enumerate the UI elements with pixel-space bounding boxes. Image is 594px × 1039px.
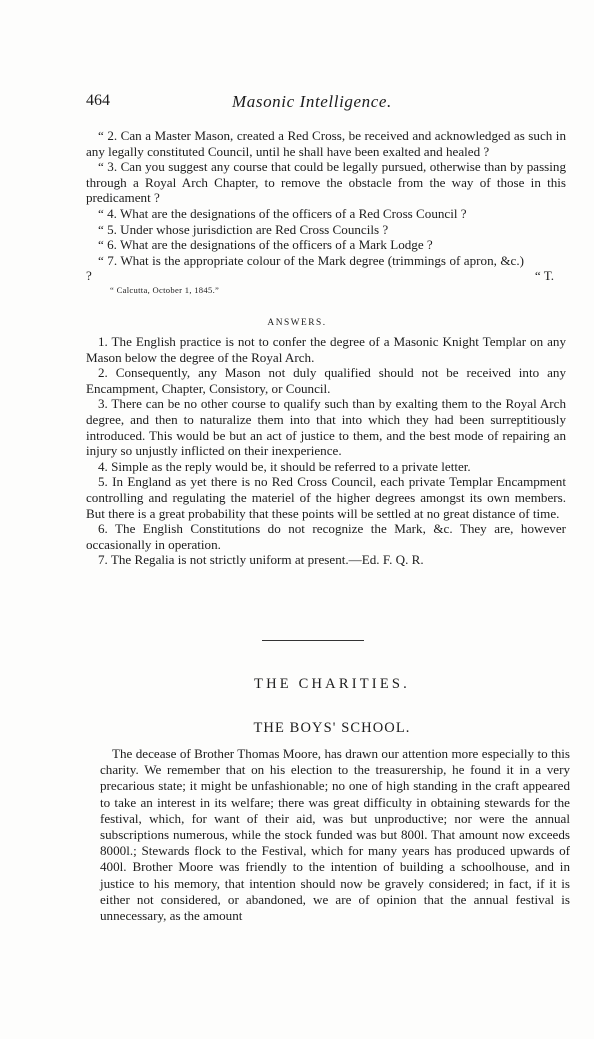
answer-4: 4. Simple as the reply would be, it should be referred to a private letter. — [98, 458, 471, 474]
answer-2: 2. Consequently, any Mason not duly qualified should not be received into any Encampment, Chapter, Consistory, or Council. — [86, 365, 566, 396]
answer-7: 7. The Regalia is not strictly uniform at present.—Ed. F. Q. R. — [98, 552, 424, 568]
question-6: “ 6. What are the designations of the officers of a Mark Lodge ? — [98, 237, 433, 253]
answer-6: 6. The English Constitutions do not recognize the Mark, &c. They are, however occasionally in operation. — [86, 521, 566, 552]
sub-heading-boys-school: THE BOYS' SCHOOL. — [253, 720, 411, 736]
question-2: “ 2. Can a Master Mason, created a Red Cross, be received and acknowledged as such in any legally constituted Council, until he shall have been exalted and healed ? — [86, 128, 566, 159]
editorial-answers — [86, 334, 566, 568]
boys-school-paragraph: The decease of Brother Thomas Moore, has drawn our attention more especially to this charity. We remember that on his election to the treasurership, he found it in a very precarious state; it might be unfashionable; no one of high standing in the craft appeared to take an interest in its welfare; there was great difficulty in obtaining stewards for the festival, which, for want of their aid, was but unproductive; nor were the annual subscriptions numerous, while the stock funded was but 800l. That amount now exceeds 8000l.; Stewards flock to the Festival, which for many years has produced upwards of 400l. Brother Moore was friendly to the intention of building a schoolhouse, and in justice to his memory, that intention should now be gravely considered; in fact, if it is either not considered, or abandoned, we are of opinion that the annual festival is unnecessary, as the amount — [100, 746, 570, 924]
answer-1: 1. The English practice is not to confer the degree of a Masonic Knight Templar on any Mason below the degree of the Royal Arch. — [86, 334, 566, 365]
running-title: Masonic Intelligence. — [232, 92, 392, 111]
correspondence-questions — [86, 128, 566, 296]
letter-signature: “ T. — [534, 268, 554, 284]
section-divider — [262, 640, 364, 641]
question-5: “ 5. Under whose jurisdiction are Red Cross Councils ? — [98, 221, 389, 237]
page-header — [86, 92, 556, 112]
boys-school-article — [100, 746, 570, 924]
question-7: “ 7. What is the appropriate colour of the Mark degree (trimmings of apron, &c.) ? — [86, 252, 524, 284]
question-3: “ 3. Can you suggest any course that could be legally pursued, otherwise than by passing through a Royal Arch Chapter, to remove the obstacle from the way of those in this predicament ? — [86, 159, 566, 206]
question-7-line — [86, 253, 566, 284]
answers-heading: ANSWERS. — [267, 318, 327, 328]
letter-dateline: “ Calcutta, October 1, 1845.” — [110, 284, 220, 295]
section-heading-charities: THE CHARITIES. — [254, 676, 410, 692]
question-4: “ 4. What are the designations of the officers of a Red Cross Council ? — [98, 205, 467, 221]
answer-3: 3. There can be no other course to qualify such than by exalting them to the Royal Arch degree, and then to naturalize them into that into which they had been surreptitiously introduced. This would be but an act of justice to them, and the best mode of repairing an injury so unjustly inflicted on their inexperience. — [86, 396, 566, 459]
answer-5: 5. In England as yet there is no Red Cross Council, each private Templar Encampment controlling and regulating the materiel of the higher degrees amongst its own members. But there is a great probability that these points will be settled at no great distance of time. — [86, 474, 566, 521]
page-number: 464 — [86, 92, 110, 109]
